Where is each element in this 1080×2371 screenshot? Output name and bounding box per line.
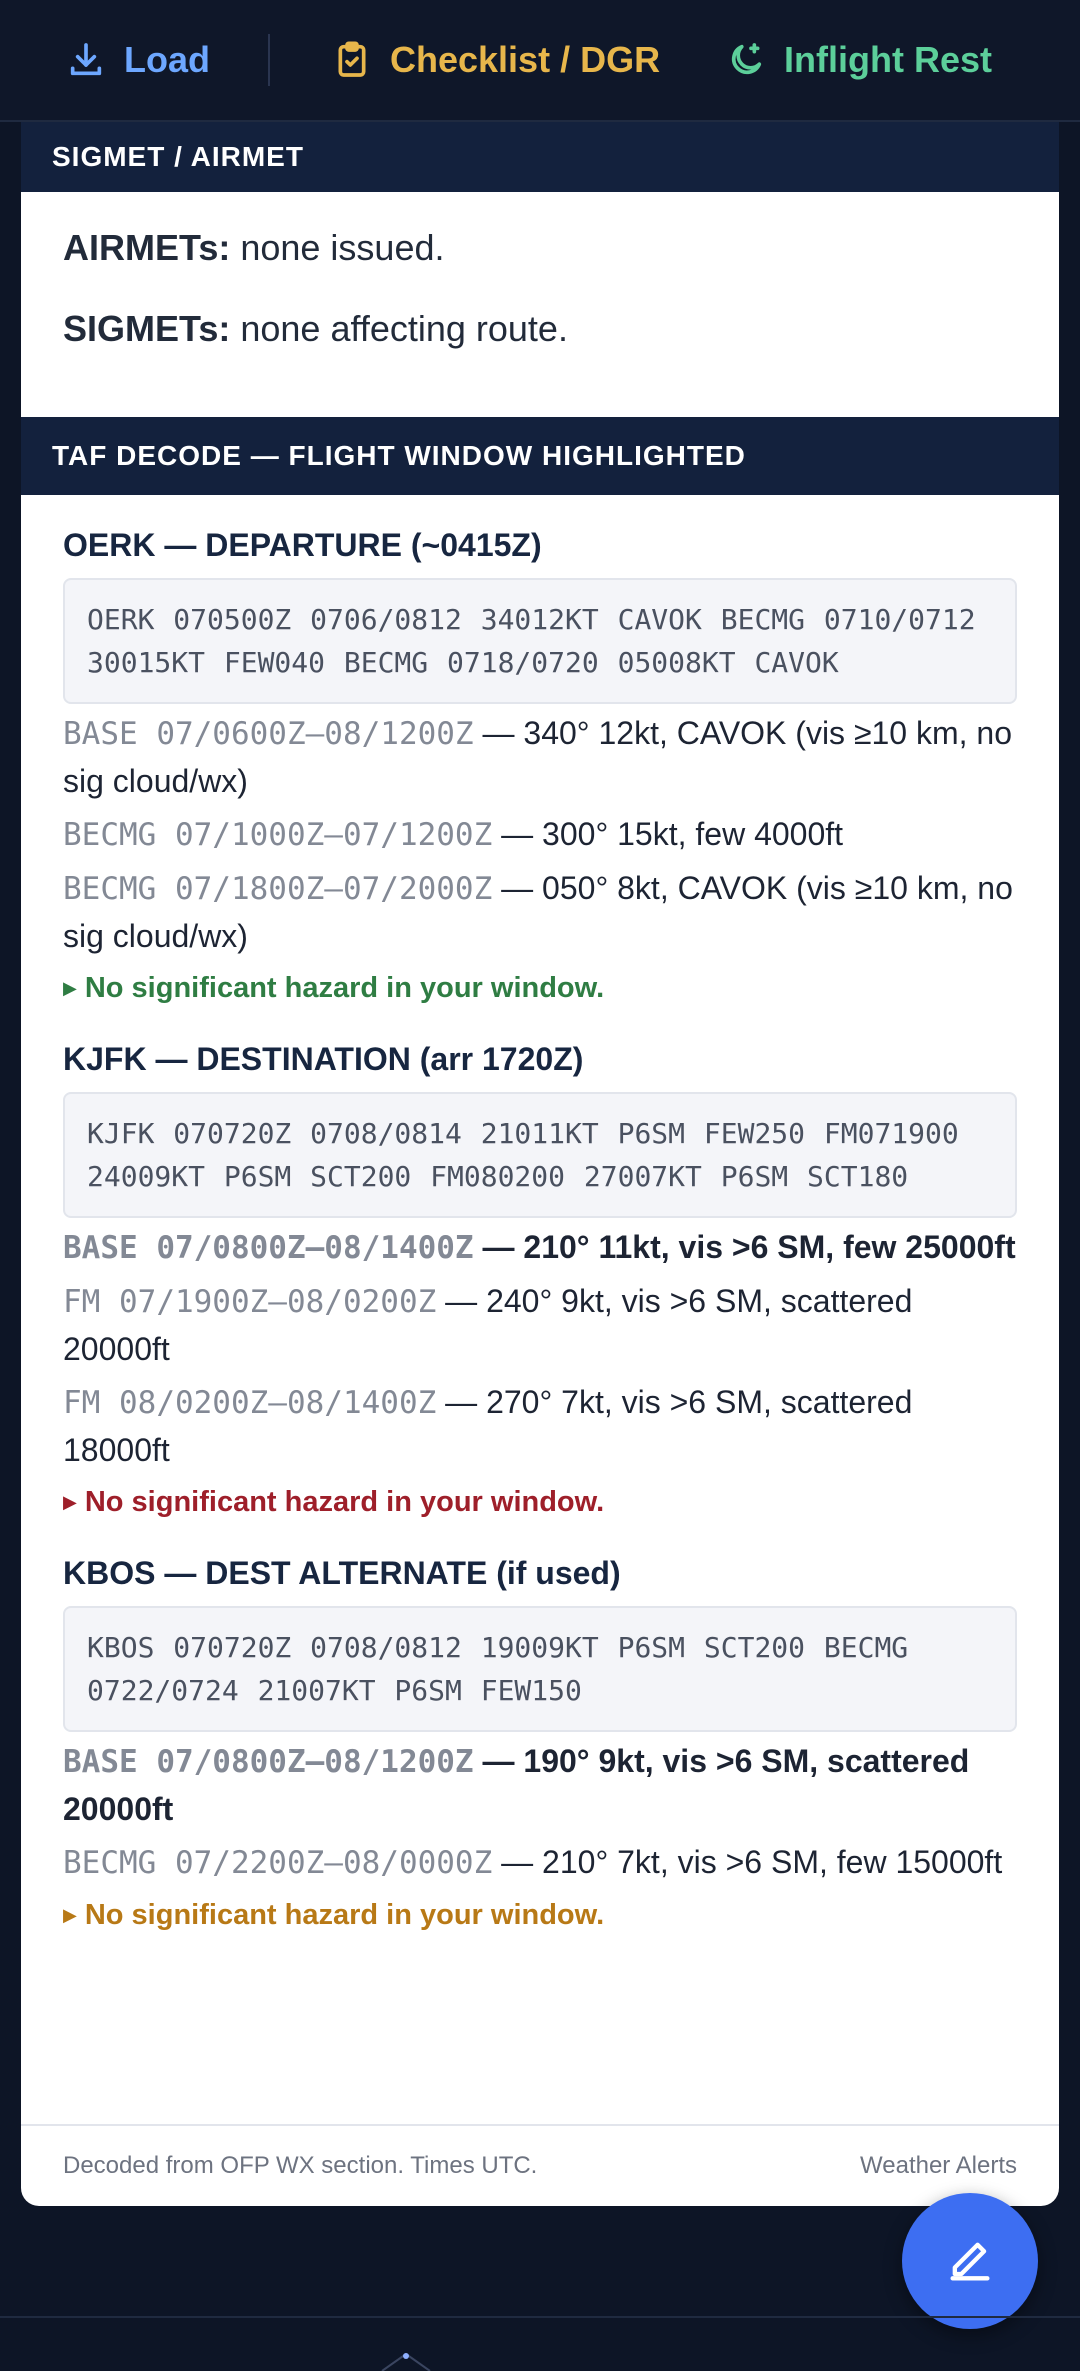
taf-line bbox=[63, 1839, 1017, 1887]
taf-line-code: FM 08/0200Z–08/1400Z bbox=[63, 1385, 437, 1421]
hazard-text: No significant hazard in your window. bbox=[84, 1486, 605, 1518]
triangle-right-icon: ▶ bbox=[63, 1905, 77, 1925]
station-title: OERK — DEPARTURE (~0415Z) bbox=[63, 527, 542, 563]
triangle-right-icon: ▶ bbox=[63, 1492, 77, 1512]
footer-note: Decoded from OFP WX section. Times UTC. bbox=[63, 2152, 538, 2179]
compass-icon bbox=[376, 2352, 436, 2371]
taf-line-text: — 050° 8kt, CAVOK (vis ≥10 km, no sig cloud/wx) bbox=[63, 870, 1013, 954]
airmets-value: none issued. bbox=[240, 227, 445, 268]
hazard-status bbox=[63, 972, 1017, 1005]
raw-taf: KJFK 070720Z 0708/0814 21011KT P6SM FEW250 FM071900 24009KT P6SM SCT200 FM080200 27007KT P6SM SCT180 bbox=[63, 1092, 1017, 1218]
taf-line-text: — 340° 12kt, CAVOK (vis ≥10 km, no sig cloud/wx) bbox=[63, 715, 1013, 799]
airmets-line bbox=[63, 227, 445, 269]
taf-line bbox=[63, 1278, 1017, 1373]
sigmets-label: SIGMETs: bbox=[63, 308, 231, 349]
hazard-status bbox=[63, 1486, 1017, 1519]
bottom-divider bbox=[0, 2316, 1080, 2318]
download-icon bbox=[66, 40, 106, 80]
taf-line bbox=[63, 1379, 1017, 1474]
moon-icon bbox=[726, 40, 766, 80]
taf-line-code: BASE 07/0800Z–08/1200Z bbox=[63, 1744, 474, 1780]
taf-line-text: — 190° 9kt, vis >6 SM, scattered 20000ft bbox=[63, 1743, 970, 1827]
triangle-right-icon: ▶ bbox=[63, 978, 77, 998]
airmets-label: AIRMETs: bbox=[63, 227, 231, 268]
load-tab[interactable] bbox=[66, 0, 210, 121]
sigmets-line bbox=[63, 308, 568, 350]
taf-line-highlighted bbox=[63, 1738, 1017, 1833]
checklist-tab[interactable] bbox=[332, 0, 660, 121]
taf-line-text: — 270° 7kt, vis >6 SM, scattered 18000ft bbox=[63, 1384, 913, 1468]
sigmet-section-header: SIGMET / AIRMET bbox=[21, 122, 1059, 192]
sigmets-value: none affecting route. bbox=[240, 308, 568, 349]
hazard-text: No significant hazard in your window. bbox=[84, 1899, 605, 1931]
pencil-icon bbox=[944, 2235, 996, 2287]
raw-taf: KBOS 070720Z 0708/0812 19009KT P6SM SCT200 BECMG 0722/0724 21007KT P6SM FEW150 bbox=[63, 1606, 1017, 1732]
taf-line-text: — 210° 11kt, vis >6 SM, few 25000ft bbox=[473, 1229, 1016, 1265]
nav-divider bbox=[268, 34, 270, 86]
load-label: Load bbox=[124, 39, 210, 80]
weather-alerts-link[interactable]: Weather Alerts bbox=[860, 2152, 1017, 2179]
checklist-label: Checklist / DGR bbox=[390, 39, 661, 80]
top-nav-bar bbox=[0, 0, 1080, 122]
taf-line-code: BASE 07/0800Z–08/1400Z bbox=[63, 1230, 474, 1266]
taf-line-code: FM 07/1900Z–08/0200Z bbox=[63, 1284, 437, 1320]
inflight-rest-label: Inflight Rest bbox=[784, 39, 992, 80]
clipboard-check-icon bbox=[332, 39, 372, 81]
taf-line-highlighted bbox=[63, 1224, 1017, 1272]
taf-line-code: BECMG 07/1000Z–07/1200Z bbox=[63, 817, 493, 853]
station-title: KJFK — DESTINATION (arr 1720Z) bbox=[63, 1041, 584, 1077]
taf-content bbox=[63, 527, 1017, 1968]
taf-line bbox=[63, 865, 1017, 960]
taf-line-text: — 300° 15kt, few 4000ft bbox=[492, 816, 844, 852]
inflight-rest-tab[interactable] bbox=[726, 0, 992, 121]
taf-line-code: BECMG 07/2200Z–08/0000Z bbox=[63, 1845, 493, 1881]
hazard-status bbox=[63, 1899, 1017, 1932]
taf-section-header: TAF DECODE — FLIGHT WINDOW HIGHLIGHTED bbox=[21, 417, 1059, 495]
station-oerk bbox=[63, 527, 1017, 1005]
taf-line bbox=[63, 710, 1017, 805]
station-kbos bbox=[63, 1555, 1017, 1932]
station-title: KBOS — DEST ALTERNATE (if used) bbox=[63, 1555, 621, 1591]
taf-line bbox=[63, 811, 1017, 859]
edit-fab-button[interactable] bbox=[902, 2193, 1038, 2329]
hazard-text: No significant hazard in your window. bbox=[84, 972, 605, 1004]
raw-taf: OERK 070500Z 0706/0812 34012KT CAVOK BECMG 0710/0712 30015KT FEW040 BECMG 0718/0720 05008KT CAVOK bbox=[63, 578, 1017, 704]
weather-card bbox=[21, 122, 1059, 2206]
taf-line-text: — 240° 9kt, vis >6 SM, scattered 20000ft bbox=[63, 1283, 913, 1367]
taf-line-text: — 210° 7kt, vis >6 SM, few 15000ft bbox=[492, 1844, 1003, 1880]
station-kjfk bbox=[63, 1041, 1017, 1519]
taf-line-code: BECMG 07/1800Z–07/2000Z bbox=[63, 871, 493, 907]
taf-line-code: BASE 07/0600Z–08/1200Z bbox=[63, 716, 474, 752]
card-footer bbox=[21, 2124, 1059, 2206]
